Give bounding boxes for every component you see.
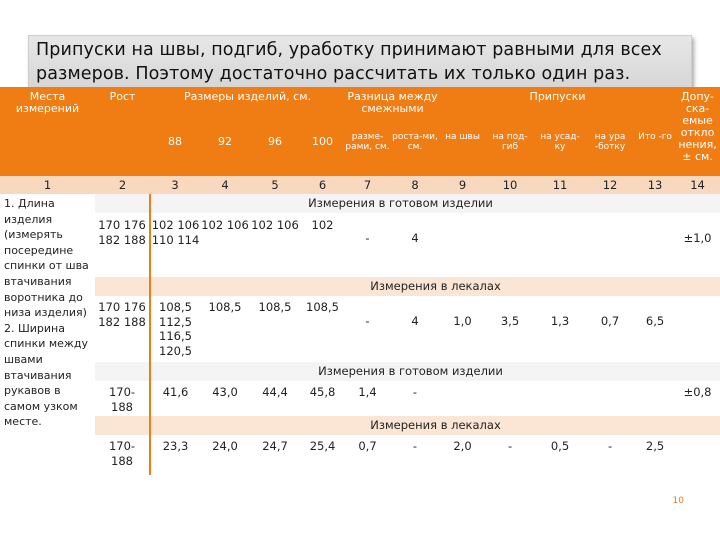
measurement-label: 1. Длина изделия (измерять посередине спинки от шва втачивания воротника до низа изделия) 2. Ширина спинки между швами втачивания рукавов в самом узком месте.	[0, 194, 95, 475]
col-number: 9	[440, 176, 485, 194]
r4-size-100: 25,4	[309, 439, 336, 453]
r1-size-100: 102	[311, 218, 334, 232]
r4-height: 170-188	[95, 435, 150, 475]
col-number: 1	[0, 176, 95, 194]
r3-size-96: 44,4	[262, 385, 288, 399]
header-tolerance: Допу-ска-емые откло нения, ± см.	[675, 87, 720, 176]
r3-diff-sizes: 1,4	[358, 385, 377, 399]
section-finished-2: Измерения в готовом изделии	[150, 362, 720, 381]
r4-allow-total: 2,5	[645, 439, 665, 453]
col-number: 3	[150, 176, 200, 194]
header-allow-total: Ито -го	[635, 132, 675, 176]
header-sizes: Размеры изделий, см.	[150, 87, 345, 132]
col-number: 8	[390, 176, 440, 194]
allowances-table	[0, 87, 720, 475]
r2-size-88: 108,5 112,5 116,5 120,5	[159, 300, 192, 358]
header-allow-shrink: на усад-ку	[535, 132, 585, 176]
col-number: 4	[200, 176, 250, 194]
r1-size-92: 102 106	[201, 218, 249, 232]
col-number: 10	[485, 176, 535, 194]
r4-size-92: 24,0	[212, 439, 238, 453]
r2-diff-heights: 4	[411, 314, 419, 328]
header-size-92: 92	[200, 132, 250, 176]
col-number: 2	[95, 176, 150, 194]
r1-size-88: 102 106 110 114	[151, 218, 200, 247]
col-number: 14	[675, 176, 720, 194]
r3-size-88: 41,6	[162, 385, 189, 399]
col-number: 6	[300, 176, 345, 194]
section-finished-1: Измерения в готовом изделии	[150, 194, 720, 213]
r2-size-92: 108,5	[208, 300, 242, 314]
r2-allow-shrink: 1,3	[550, 314, 570, 328]
header-places: Места измерений	[0, 87, 95, 176]
col-number: 13	[635, 176, 675, 194]
r1-tolerance: ±1,0	[683, 231, 712, 245]
col-number: 5	[250, 176, 300, 194]
r3-diff-heights: -	[412, 385, 418, 399]
r2-allow-total: 6,5	[645, 314, 665, 328]
header-allow-seams: на швы	[440, 132, 485, 176]
header-allow-hem: на под-гиб	[485, 132, 535, 176]
gap-cell	[95, 362, 150, 381]
gap-cell	[95, 416, 150, 435]
header-height: Рост	[95, 87, 150, 176]
gap-cell	[95, 277, 150, 296]
r2-size-100: 108,5	[306, 300, 339, 314]
r4-allow-seams: 2,0	[453, 439, 472, 453]
r4-allow-work: -	[607, 439, 613, 453]
section-patterns-1: Измерения в лекалах	[150, 277, 720, 296]
r3-height: 170-188	[95, 381, 150, 416]
slide-title: Припуски на швы, подгиб, уработку принимают равными для всех размеров. Поэтому достаточно рассчитать их только один раз.	[36, 40, 662, 84]
r1-height: 170 176 182 188	[95, 213, 150, 277]
r4-allow-hem: -	[507, 439, 513, 453]
col-number: 7	[345, 176, 390, 194]
r1-diff-sizes: -	[365, 231, 370, 245]
section-patterns-2: Измерения в лекалах	[150, 416, 720, 435]
header-size-100: 100	[300, 132, 345, 176]
r2-allow-seams: 1,0	[453, 314, 472, 328]
r2-diff-sizes: -	[365, 314, 370, 328]
r3-size-92: 43,0	[212, 385, 238, 399]
r1-diff-heights: 4	[411, 231, 419, 245]
r4-allow-shrink: 0,5	[550, 439, 570, 453]
r2-size-96: 108,5	[258, 300, 292, 314]
header-size-96: 96	[250, 132, 300, 176]
header-difference: Разница между смежными	[345, 87, 440, 132]
col-number: 11	[535, 176, 585, 194]
r2-allow-work: 0,7	[600, 314, 620, 328]
r3-tolerance: ±0,8	[683, 385, 712, 399]
r2-height: 170 176 182 188	[95, 296, 150, 362]
header-allowances: Припуски	[440, 87, 675, 132]
r4-size-96: 24,7	[262, 439, 288, 453]
page-number: 10	[672, 496, 684, 506]
r4-size-88: 23,3	[162, 439, 189, 453]
col-number: 12	[585, 176, 635, 194]
r3-size-100: 45,8	[309, 385, 336, 399]
r2-allow-hem: 3,5	[500, 314, 520, 328]
gap-cell	[95, 194, 150, 213]
header-diff-sizes: разме-рами, см.	[345, 132, 390, 176]
r4-diff-heights: -	[412, 439, 418, 453]
header-diff-heights: роста-ми, см.	[390, 132, 440, 176]
header-allow-work: на ура -ботку	[585, 132, 635, 176]
header-size-88: 88	[150, 132, 200, 176]
r4-diff-sizes: 0,7	[358, 439, 377, 453]
r1-size-96: 102 106	[251, 218, 299, 232]
